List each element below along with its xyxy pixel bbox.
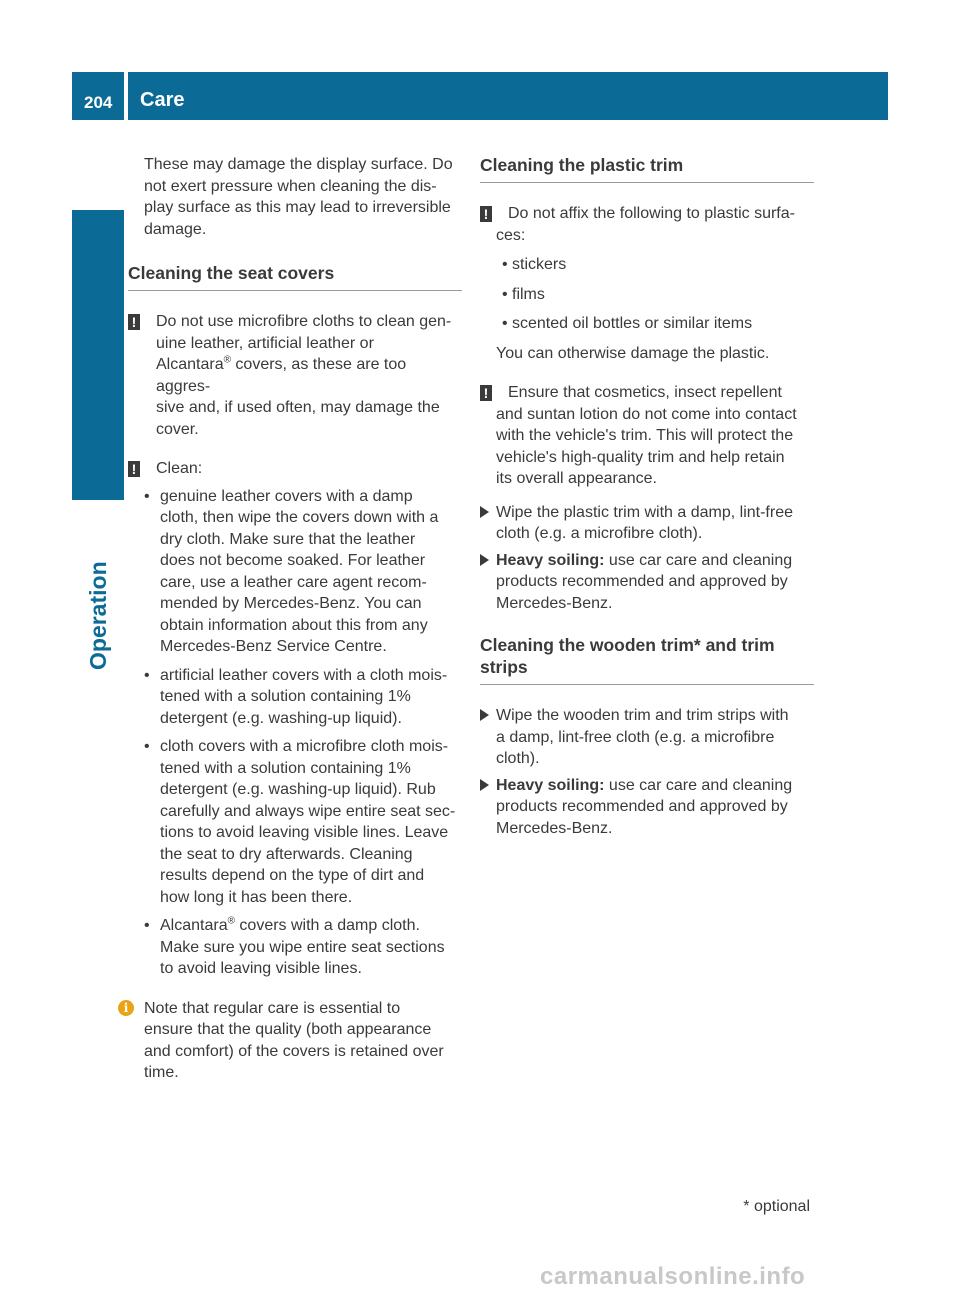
text-line: Do not use microfibre cloths to clean gen- — [156, 313, 452, 330]
list-item — [480, 254, 814, 276]
warning-plastic-affix — [480, 203, 814, 246]
text-line — [156, 354, 462, 397]
step-wipe-plastic — [480, 502, 814, 545]
warning-microfibre — [128, 311, 462, 440]
brand-alcantara: Alcantara — [156, 356, 224, 373]
page-number-box — [72, 72, 124, 120]
triangle-arrow-icon — [480, 779, 489, 791]
text-line: Ensure that cosmetics, insect repellent — [508, 384, 782, 401]
bullet-icon: • — [502, 315, 508, 332]
left-column — [123, 154, 462, 1084]
text-line: uine leather, artificial leather or — [156, 334, 374, 352]
step-heavy-soiling-plastic — [480, 550, 814, 615]
text-line: sive and, if used often, may damage the — [156, 399, 440, 416]
warning-cosmetics — [480, 382, 814, 490]
text-line: products recommended and approved by — [496, 798, 788, 815]
text-line: the seat to dry afterwards. Cleaning — [160, 845, 413, 863]
plastic-damage-note: You can otherwise damage the plastic. — [496, 344, 770, 362]
text-line: Make sure you wipe entire seat sections — [160, 938, 445, 956]
text-line: to avoid leaving visible lines. — [160, 960, 362, 977]
text-line: artificial leather covers with a cloth mois- — [160, 666, 448, 684]
step-wipe-wooden — [480, 705, 814, 770]
text-fragment: covers with a damp cloth. — [234, 917, 420, 934]
info-icon: i — [118, 1000, 134, 1016]
text-line: Wipe the wooden trim and trim strips with — [496, 707, 789, 724]
text-line: cover. — [156, 420, 199, 438]
text-line: These may damage the display surface. Do — [144, 156, 453, 173]
text-line: a damp, lint-free cloth (e.g. a microfibre — [496, 728, 775, 746]
section-heading-plastic-trim: Cleaning the plastic trim — [480, 154, 814, 183]
text-line: dry cloth. Make sure that the leather — [160, 530, 416, 548]
text-line: scented oil bottles or similar items — [512, 315, 753, 332]
text-line: Mercedes-Benz. — [496, 594, 613, 612]
text-fragment: use car care and cleaning — [604, 551, 793, 569]
bullet-icon: • — [144, 738, 150, 755]
list-item — [128, 736, 462, 908]
text-line: tened with a solution containing 1% — [160, 688, 411, 705]
text-line: ensure that the quality (both appearance — [144, 1021, 432, 1038]
text-line: not exert pressure when cleaning the dis- — [144, 177, 437, 195]
list-item — [480, 313, 814, 335]
text-line: Do not affix the following to plastic surfa- — [508, 205, 795, 222]
text-line: cloth, then wipe the covers down with a — [160, 509, 439, 526]
text-line: care, use a leather care agent recom- — [160, 573, 427, 591]
text-line — [160, 915, 462, 937]
text-line: damage. — [144, 220, 207, 238]
text-line — [496, 775, 814, 797]
text-line: Clean: — [156, 460, 203, 477]
text-line: Wipe the plastic trim with a damp, lint-free — [496, 503, 793, 521]
list-item — [480, 284, 814, 306]
text-line: time. — [144, 1064, 179, 1081]
text-line: films — [512, 285, 545, 303]
warning-clean — [128, 458, 462, 480]
right-column — [480, 154, 814, 839]
heading-line: strips — [480, 657, 528, 677]
watermark: carmanualsonline.info — [540, 1263, 806, 1290]
text-line: products recommended and approved by — [496, 573, 788, 590]
bullet-icon: • — [144, 487, 150, 505]
text-line — [496, 550, 814, 572]
text-line: results depend on the type of dirt and — [160, 867, 425, 884]
page-number: 204 — [84, 93, 113, 112]
triangle-arrow-icon — [480, 506, 489, 518]
bullet-icon: • — [502, 285, 508, 303]
text-line: does not become soaked. For leather — [160, 552, 426, 569]
text-line: its overall appearance. — [496, 470, 657, 487]
text-fragment: use car care and cleaning — [604, 776, 793, 794]
triangle-arrow-icon — [480, 554, 489, 566]
text-line: and comfort) of the covers is retained over — [144, 1042, 444, 1060]
text-line: how long it has been there. — [160, 888, 353, 906]
text-line: cloth covers with a microfibre cloth mois- — [160, 738, 449, 755]
registered-mark: ® — [223, 354, 231, 366]
side-tab-marker — [72, 210, 124, 500]
list-item — [128, 486, 462, 658]
triangle-arrow-icon — [480, 709, 489, 721]
exclamation-icon: ! — [128, 314, 140, 330]
text-line: Mercedes-Benz Service Centre. — [160, 638, 387, 655]
side-tab-label: Operation — [85, 561, 111, 670]
text-line: tions to avoid leaving visible lines. Leave — [160, 824, 449, 841]
text-line: cloth (e.g. a microfibre cloth). — [496, 525, 703, 542]
list-item — [128, 665, 462, 730]
heading-line: Cleaning the wooden trim* and trim — [480, 635, 775, 655]
text-line: detergent (e.g. washing-up liquid). — [160, 709, 402, 727]
text-line: genuine leather covers with a damp — [160, 487, 413, 505]
text-line: Note that regular care is essential to — [144, 999, 401, 1017]
bullet-icon: • — [144, 917, 150, 934]
text-line: obtain information about this from any — [160, 616, 428, 634]
bullet-icon: • — [502, 256, 508, 273]
text-line: with the vehicle's trim. This will protect the — [496, 427, 794, 444]
intro-paragraph — [128, 154, 462, 240]
bold-label: Heavy soiling: — [496, 551, 605, 569]
exclamation-icon: ! — [480, 385, 492, 401]
text-line: vehicle's high-quality trim and help retain — [496, 448, 785, 466]
section-heading-seat-covers: Cleaning the seat covers — [128, 262, 462, 291]
info-note — [123, 998, 462, 1084]
text-fragment: covers, as these are too aggres- — [156, 356, 407, 395]
text-line: Mercedes-Benz. — [496, 819, 613, 837]
plastic-list — [480, 254, 814, 335]
text-line: cloth). — [496, 750, 540, 767]
bullet-icon: • — [144, 666, 150, 684]
exclamation-icon: ! — [128, 461, 140, 477]
text-line: carefully and always wipe entire seat sec- — [160, 802, 456, 820]
text-line: and suntan lotion do not come into contact — [496, 405, 797, 423]
exclamation-icon: ! — [480, 206, 492, 222]
optional-footnote: * optional — [743, 1198, 810, 1215]
text-line: stickers — [512, 256, 567, 273]
side-tab-label-area — [72, 500, 124, 680]
step-heavy-soiling-wooden — [480, 775, 814, 840]
brand-alcantara: Alcantara — [160, 917, 228, 934]
text-line: tened with a solution containing 1% — [160, 759, 411, 777]
text-line: detergent (e.g. washing-up liquid). Rub — [160, 781, 436, 798]
registered-mark: ® — [227, 915, 235, 927]
text-line: ces: — [496, 226, 526, 244]
text-line: play surface as this may lead to irreversible — [144, 199, 451, 216]
bold-label: Heavy soiling: — [496, 776, 605, 794]
chapter-title: Care — [140, 89, 185, 111]
section-heading-wooden-trim — [480, 634, 814, 685]
text-line: mended by Mercedes-Benz. You can — [160, 595, 422, 612]
chapter-header — [128, 72, 888, 120]
list-item — [128, 915, 462, 980]
